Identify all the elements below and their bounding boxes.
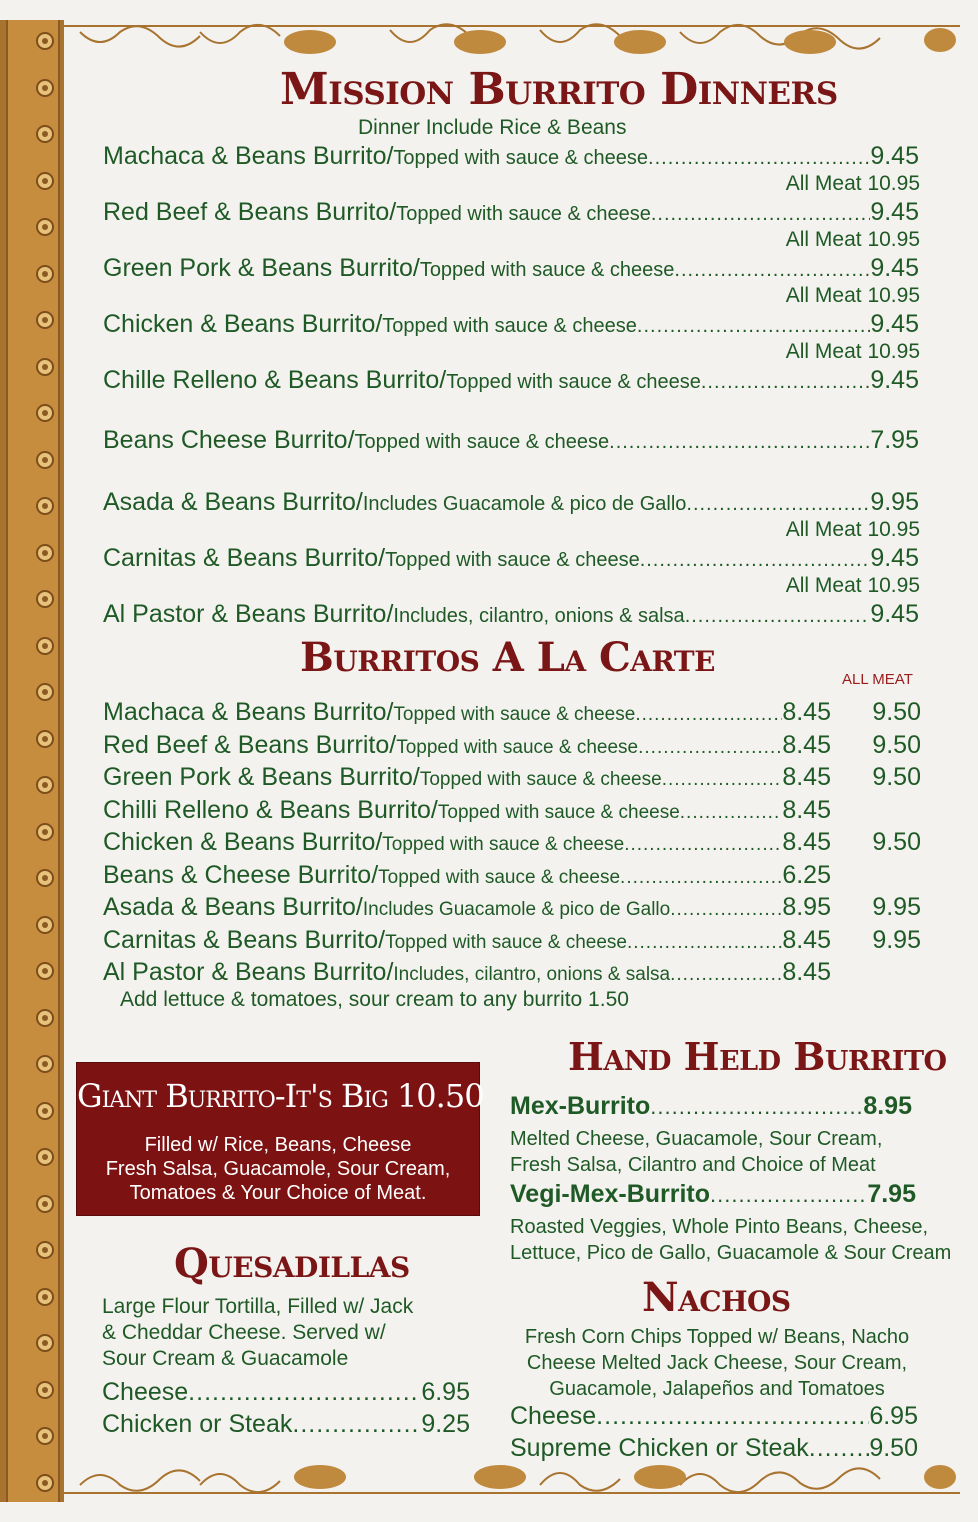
- item-desc: Topped with sauce & cheese: [396, 736, 639, 758]
- quesadillas-desc-line: Sour Cream & Guacamole: [102, 1347, 349, 1370]
- giant-desc-line: Filled w/ Rice, Beans, Cheese: [144, 1134, 412, 1156]
- item-desc: Topped with sauce & cheese: [446, 371, 701, 393]
- item-price: 8.45: [782, 730, 831, 759]
- item-price: 6.25: [782, 860, 831, 889]
- item-price: 8.45: [782, 925, 831, 954]
- giant-title: Giant Burrito-It's Big 10.50: [77, 1077, 484, 1115]
- border-dot-icon: [36, 1102, 54, 1120]
- nachos-item: [510, 1402, 918, 1431]
- carte-item: [103, 698, 831, 727]
- carte-item: [103, 763, 831, 792]
- item-price: 8.45: [782, 828, 831, 856]
- all-meat-price: 9.50: [872, 698, 921, 726]
- carte-item: [103, 828, 831, 857]
- quesadillas-desc: [102, 1294, 413, 1372]
- border-dot-icon: [36, 125, 54, 143]
- border-dot-icon: [36, 1474, 54, 1492]
- border-dot-icon: [36, 172, 54, 190]
- nachos-title: Nachos: [642, 1274, 791, 1321]
- border-dot-icon: [36, 544, 54, 562]
- item-desc: Topped with sauce & cheese: [385, 549, 640, 571]
- item-desc: Topped with sauce & cheese: [393, 704, 636, 725]
- nachos-item: [510, 1434, 918, 1463]
- quesadilla-item: [102, 1410, 470, 1439]
- carte-item: [103, 731, 831, 760]
- quesadillas-desc-line: Large Flour Tortilla, Filled w/ Jack: [102, 1295, 414, 1318]
- border-dot-icon: [36, 218, 54, 236]
- decorative-border-strip: [0, 20, 64, 1502]
- all-meat-price: All Meat 10.95: [785, 172, 920, 195]
- item-price: 9.95: [870, 488, 919, 516]
- item-price: 8.95: [863, 1092, 912, 1120]
- item-price: 6.95: [421, 1378, 470, 1406]
- mission-title: Mission Burrito Dinners: [280, 64, 838, 115]
- hand-held-desc-line: Roasted Veggies, Whole Pinto Beans, Cheese,: [510, 1216, 929, 1238]
- border-dot-icon: [36, 1055, 54, 1073]
- item-name: Green Pork & Beans Burrito/: [103, 254, 420, 282]
- border-dot-icon: [36, 637, 54, 655]
- quesadillas-desc-line: & Cheddar Cheese. Served w/: [102, 1321, 386, 1344]
- border-dot-icon: [36, 1381, 54, 1399]
- item-price: 9.45: [870, 198, 919, 226]
- item-name: Chilli Relleno & Beans Burrito/: [103, 795, 438, 824]
- border-dot-icon: [36, 451, 54, 469]
- border-dot-icon: [36, 497, 54, 515]
- mission-subtitle: Dinner Include Rice & Beans: [358, 116, 627, 139]
- hand-held-desc: [510, 1126, 882, 1178]
- item-price: 9.45: [870, 310, 919, 338]
- item-name: Chille Relleno & Beans Burrito/: [103, 366, 447, 394]
- hand-held-item: [510, 1180, 916, 1209]
- all-meat-price: 9.50: [872, 730, 921, 759]
- all-meat-price: All Meat 10.95: [785, 228, 920, 251]
- item-desc: Includes, cilantro, onions & salsa: [393, 964, 671, 985]
- carte-item: [103, 893, 831, 922]
- border-dot-icon: [36, 1427, 54, 1445]
- all-meat-price: All Meat 10.95: [785, 284, 920, 307]
- mission-item: [103, 198, 919, 227]
- nachos-desc-line: Fresh Corn Chips Topped w/ Beans, Nacho: [524, 1326, 910, 1348]
- carte-item: [103, 958, 831, 987]
- item-price: 6.95: [869, 1402, 918, 1430]
- item-name: Al Pastor & Beans Burrito/: [103, 958, 394, 986]
- mission-item: [103, 600, 919, 629]
- giant-desc-line: Tomatoes & Your Choice of Meat.: [129, 1182, 427, 1204]
- item-desc: Includes Guacamole & pico de Gallo: [362, 493, 687, 515]
- border-dot-icon: [36, 730, 54, 748]
- carte-item: [103, 861, 831, 890]
- mission-item: [103, 310, 919, 339]
- border-dot-icon: [36, 916, 54, 934]
- item-price: 9.50: [869, 1434, 918, 1462]
- border-dot-icon: [36, 1334, 54, 1352]
- giant-desc: [77, 1133, 479, 1205]
- quesadilla-item: [102, 1378, 470, 1407]
- item-name: Vegi-Mex-Burrito: [510, 1180, 711, 1208]
- mission-item: [103, 544, 919, 573]
- border-dot-icon: [36, 823, 54, 841]
- item-price: 8.95: [782, 893, 831, 921]
- border-dot-icon: [36, 358, 54, 376]
- item-name: Cheese: [510, 1402, 597, 1430]
- hand-held-desc-line: Lettuce, Pico de Gallo, Guacamole & Sour Cream: [510, 1242, 952, 1264]
- mission-item: [103, 254, 919, 283]
- item-desc: Includes Guacamole & pico de Gallo: [362, 899, 671, 920]
- all-meat-header: ALL MEAT: [842, 671, 913, 688]
- item-price: 7.95: [867, 1180, 916, 1208]
- item-name: Carnitas & Beans Burrito/: [103, 544, 386, 572]
- nachos-desc-line: Guacamole, Jalapeños and Tomatoes: [549, 1378, 885, 1400]
- item-desc: Topped with sauce & cheese: [385, 931, 627, 953]
- border-dot-icon: [36, 683, 54, 701]
- item-desc: Topped with sauce & cheese: [419, 769, 662, 790]
- giant-desc-line: Fresh Salsa, Guacamole, Sour Cream,: [105, 1158, 451, 1180]
- item-desc: Topped with sauce & cheese: [393, 147, 649, 169]
- border-dot-icon: [36, 1195, 54, 1213]
- item-price: 8.45: [782, 698, 831, 726]
- quesadillas-title: Quesadillas: [174, 1240, 410, 1287]
- item-price: 9.45: [870, 142, 919, 170]
- hand-held-desc-line: Fresh Salsa, Cilantro and Choice of Meat: [510, 1154, 876, 1176]
- item-name: Machaca & Beans Burrito/: [103, 142, 394, 170]
- border-dot-icon: [36, 311, 54, 329]
- item-desc: Topped with sauce & cheese: [437, 801, 680, 823]
- hand-held-item: [510, 1092, 912, 1121]
- item-name: Chicken & Beans Burrito/: [103, 828, 383, 856]
- item-price: 9.45: [870, 544, 919, 572]
- mission-item: [103, 366, 919, 395]
- top-ornament-icon: [60, 18, 960, 62]
- all-meat-price: 9.95: [872, 893, 921, 921]
- all-meat-price: All Meat 10.95: [785, 518, 920, 541]
- carte-item: [103, 796, 831, 825]
- item-desc: Topped with sauce & cheese: [382, 834, 625, 855]
- item-price: 9.45: [870, 600, 919, 628]
- item-price: 9.45: [870, 366, 919, 394]
- hand-held-title: Hand Held Burrito: [568, 1034, 947, 1079]
- item-name: Beans Cheese Burrito/: [103, 426, 355, 454]
- item-price: 8.45: [782, 958, 831, 986]
- item-price: 9.25: [421, 1410, 470, 1438]
- border-dot-icon: [36, 79, 54, 97]
- border-dot-icon: [36, 1009, 54, 1027]
- border-dot-icon: [36, 1241, 54, 1259]
- mission-item: [103, 142, 919, 171]
- all-meat-price: All Meat 10.95: [785, 340, 920, 363]
- item-desc: Topped with sauce & cheese: [354, 431, 610, 453]
- border-dot-icon: [36, 404, 54, 422]
- hand-held-desc: [510, 1214, 951, 1266]
- border-dot-icon: [36, 776, 54, 794]
- mission-item: [103, 426, 919, 455]
- item-name: Beans & Cheese Burrito/: [103, 860, 379, 889]
- all-meat-price: All Meat 10.95: [785, 574, 920, 597]
- border-dot-icon: [36, 1148, 54, 1166]
- hand-held-desc-line: Melted Cheese, Guacamole, Sour Cream,: [510, 1128, 883, 1150]
- item-name: Asada & Beans Burrito/: [103, 893, 363, 921]
- item-desc: Includes, cilantro, onions & salsa: [393, 605, 685, 627]
- item-name: Red Beef & Beans Burrito/: [103, 730, 397, 759]
- giant-burrito-box: [76, 1062, 484, 1216]
- border-dot-icon: [36, 590, 54, 608]
- all-meat-price: 9.50: [872, 763, 921, 791]
- all-meat-price: 9.95: [872, 925, 921, 954]
- mission-item: [103, 488, 919, 517]
- border-dot-icon: [36, 32, 54, 50]
- item-name: Machaca & Beans Burrito/: [103, 698, 394, 726]
- nachos-desc-line: Cheese Melted Jack Cheese, Sour Cream,: [526, 1352, 908, 1374]
- item-desc: Topped with sauce & cheese: [382, 315, 637, 337]
- item-name: Mex-Burrito: [510, 1092, 651, 1120]
- item-name: Asada & Beans Burrito/: [103, 488, 363, 516]
- all-meat-price: 9.50: [872, 828, 921, 856]
- item-price: 8.45: [782, 763, 831, 791]
- border-dot-icon: [36, 869, 54, 887]
- border-dot-icon: [36, 1288, 54, 1306]
- nachos-desc: [508, 1324, 926, 1402]
- item-desc: Topped with sauce & cheese: [378, 866, 621, 888]
- item-name: Al Pastor & Beans Burrito/: [103, 600, 394, 628]
- item-desc: Topped with sauce & cheese: [419, 259, 675, 281]
- item-name: Carnitas & Beans Burrito/: [103, 925, 386, 954]
- item-name: Chicken or Steak: [102, 1410, 293, 1438]
- item-name: Cheese: [102, 1378, 189, 1406]
- item-price: 9.45: [870, 254, 919, 282]
- item-name: Supreme Chicken or Steak: [510, 1434, 809, 1462]
- item-name: Chicken & Beans Burrito/: [103, 310, 383, 338]
- item-desc: Topped with sauce & cheese: [396, 203, 651, 225]
- item-name: Red Beef & Beans Burrito/: [103, 198, 397, 226]
- border-dot-icon: [36, 962, 54, 980]
- item-name: Green Pork & Beans Burrito/: [103, 763, 420, 791]
- item-price: 7.95: [870, 426, 919, 454]
- item-price: 8.45: [782, 795, 831, 824]
- carte-title: Burritos A La Carte: [300, 634, 715, 681]
- addon-note: Add lettuce & tomatoes, sour cream to any burrito 1.50: [120, 988, 629, 1011]
- carte-item: [103, 926, 831, 955]
- border-dot-icon: [36, 265, 54, 283]
